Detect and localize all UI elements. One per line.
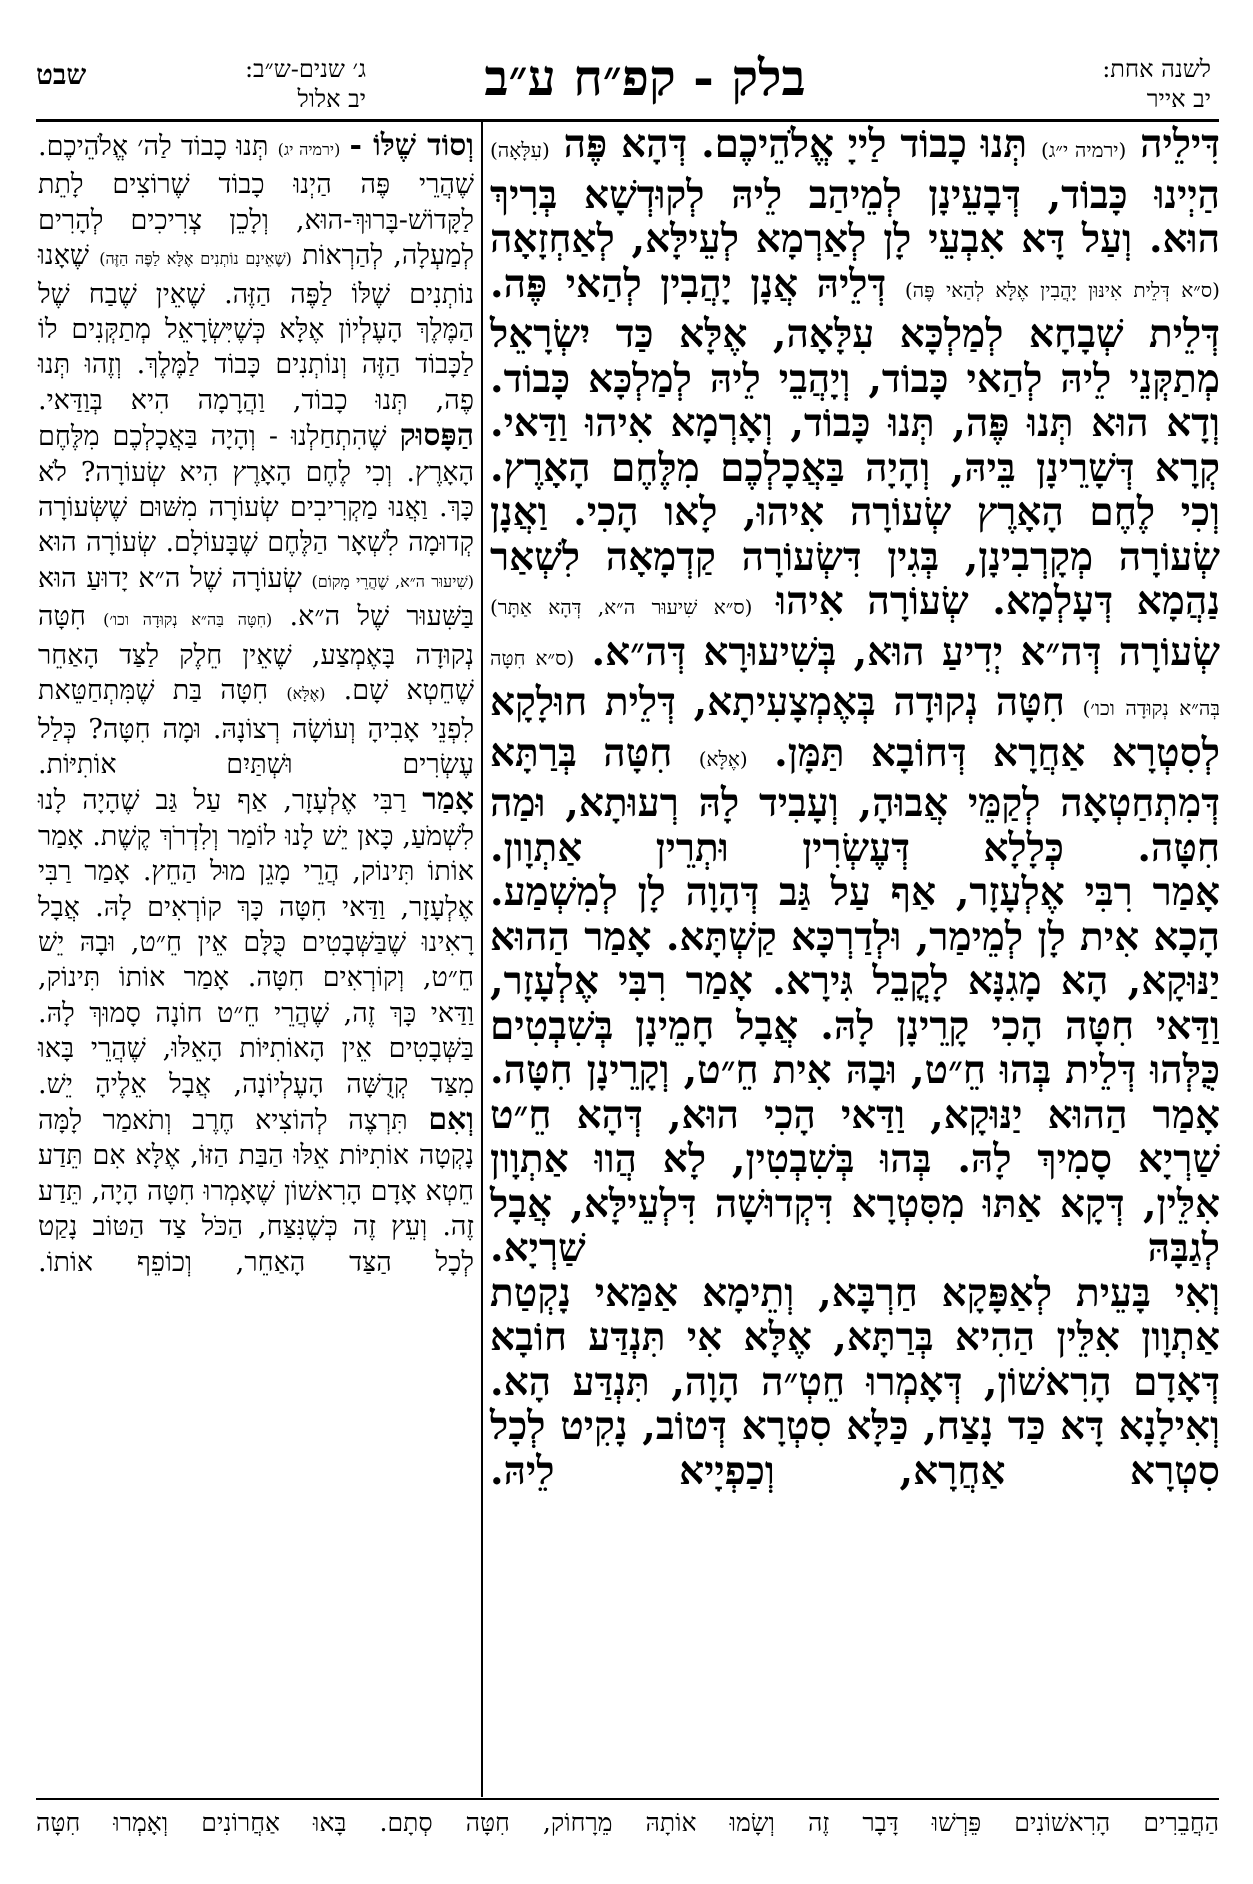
paragraph-lead-word: וְאִם: [428, 1101, 474, 1137]
variant-note: (ס״א דְּלֵית אִינּוּן יָהֲבִין אֶלָּא לְהַאי פֶּה): [904, 277, 1220, 302]
footer-text: הָרִאשׁוֹנִים פֵּרְשׁוּ דָּבָר זֶה וְשָׂמוּ אוֹתָהּ מֵרָחוֹק, חִטָּה סְתָם. בָּאוּ אַחֲרוֹנִים וְאָמְרוּ חִטָּה: [36, 1808, 1111, 1837]
footer-divider: [36, 1798, 1219, 1800]
header-daily-schedule: [991, 54, 1211, 114]
footer-lead-word: הַחֲבֵרִים: [1143, 1808, 1219, 1837]
variant-note: (שֶׁאֵינָם נוֹתְנִים אֶלָּא לַפֶּה הַזֶּה): [99, 249, 292, 269]
variant-note: (חִטָּה בַּה״א נְקוּדָה וכו׳): [103, 610, 273, 630]
paragraph-text: הַיְינוּ כָּבוֹד, דְּבָעֵינָן לְמֵיהַב לֵיהּ לְקוּדְשָׁא בְּרִיךְ הוּא. וְעַל דָּא אִבְעֵי לָן לְאַרְמָא לְעֵילָּא, לְאַחְזָאָה: [490, 171, 1220, 262]
variant-note: (אֶלָּא): [698, 746, 748, 771]
paragraph-text: דְּלֵיהּ אֲנָן יָהֲבִין לְהַאי פֶּה. דְּלֵית שְׁבָחָא לְמַלְכָּא עִלָּאָה, אֶלָּא כַּד יִשְׂרָאֵל מְתַקְּנֵי לֵיהּ לְהַאי כָּבוֹד, וְיָהֲבֵי לֵיהּ לְמַלְכָּא כָּבוֹד. וְדָא הוּא תְּנוּ פֶּה, תְּנוּ כָּבוֹד, וְאָרְמָא אִיהוּ וַדַּאי.: [490, 260, 1220, 446]
paragraph-lead-word: וְאִי: [1174, 1269, 1220, 1316]
paragraph-lead-word: אָמַר: [1152, 869, 1220, 915]
paragraph-text: בָּעֵית לְאַפָּקָא חַרְבָּא, וְתֵימָא אַמַּאי נָקְטַת אַתְוָון אִלֵּין הַהִיא בְּרַתָּא, אֶלָּא אִי תִּנְדַּע חוֹבָא דְּאָדָם הָרִאשׁוֹן, דְּאָמְרוּ חֵטְ״ה הָוָה, תִּנְדַּע הָא. וְאִילָנָא דָּא כַּד נָצַח, כַּלָּא סִטְרָא דְּטוֹב, נָקִיט לְכָל סִטְרָא אַחֲרָא, וְכַפְיָיא לֵיהּ.: [490, 1269, 1220, 1494]
paragraph-lead-word: אָמַר: [422, 782, 474, 818]
variant-note: (ס״א חִטָּה בְּה״א נְקוּדָה וכו׳): [490, 645, 1220, 720]
paragraph-text: תְּנוּ כָבוֹד לַה׳ אֱלֹהֵיכֶם. שֶׁהֲרֵי פֶּה הַיְנוּ כָבוֹד שֶׁרוֹצִים לָתֵת לַקָּדוֹשׁ-בָּרוּךְ-הוּא, וְלָכֵן צְרִיכִים לְהָרִים לְמַעְלָה, לְהַרְאוֹת: [38, 131, 474, 272]
header-three-year-label: ג׳ שנים-ש״ב:: [244, 55, 366, 83]
source-reference: (ירמיה יג): [277, 140, 341, 159]
variant-note: (שִׁיעוּר ה״א, שֶׁהֲרֵי מָקוֹם): [311, 571, 475, 591]
footer-commentary: [36, 1806, 1219, 1840]
paragraph-text: שֶׁאָנוּ נוֹתְנִים שֶׁלּוֹ לַפֶּה הַזֶּה. שֶׁאֵין שֶׁבַח שֶׁל הַמֶּלֶךְ הָעֶלְיוֹן אֶלָּא כְּשֶׁיִּשְׂרָאֵל מְתַקְּנִים לוֹ לַכָּבוֹד הַזֶּה וְנוֹתְנִים כָּבוֹד לַמֶּלֶךְ. וְזֶהוּ תְּנוּ פֶה, תְּנוּ כָבוֹד, וַהֲרָמָה הִיא בְּוַדַּאי.: [38, 240, 474, 416]
paragraph-text: דְּשָׁרֵינָן בֵּיהּ, וְהָיָה בַּאֲכָלְכֶם מִלֶּחֶם הָאָרֶץ. וְכִי לֶחֶם הָאָרֶץ שְׂעוֹרָה אִיהוּ, לָאו הָכִי. וַאֲנָן שְׂעוֹרָה מְקָרְבִינָן, בְּגִין דִּשְׂעוֹרָה קַדְמָאָה לִשְׁאַר נַהֲמָא דְּעָלְמָא. שְׂעוֹרָה אִיהוּ: [490, 444, 1220, 624]
translation-paragraph-4: [38, 1102, 474, 1280]
source-reference: (ירמיה י״ג): [1041, 138, 1127, 162]
header-one-year-date: יב אייר: [1146, 85, 1211, 113]
paragraph-lead-word: וְסוֹד שֶׁלּוֹ -: [349, 128, 474, 163]
main-paragraph-3: [490, 870, 1220, 1271]
translation-column: [38, 128, 474, 1798]
main-text-column: [490, 122, 1220, 1794]
paragraph-lead-word: דִּילֵיה: [1140, 121, 1221, 167]
paragraph-text: חִטָּה בַּת שֶׁמִּתְחַטֵּאת לִפְנֵי אָבִיהָ וְעוֹשָׂה רְצוֹנָהּ. וּמָה חִטָּה? כְּלַל עֶשְׂרִים וּשְׁתַּיִם אוֹתִיּוֹת.: [38, 675, 474, 780]
paragraph-text: שְׂעוֹרָה שֶׁל ה״א יָדוּעַ הוּא בַּשִּׁעוּר שֶׁל ה״א.: [38, 562, 474, 633]
variant-note: (אֶלָּא): [286, 684, 326, 704]
page-title: בלק - קפ״ח ע״ב: [484, 48, 806, 107]
column-divider: [481, 122, 483, 1797]
main-paragraph-4: [490, 1271, 1220, 1494]
paragraph-text: שֶׁהִתְחַלְנוּ - וְהָיָה בַּאֲכָלְכֶם מִלֶּחֶם הָאָרֶץ. וְכִי לֶחֶם הָאָרֶץ הִיא שְׂעוֹרָה? לֹא כָּךְ. וַאֲנוּ מַקְרִיבִים שְׂעוֹרָה מִשּׁוּם שֶׁשְּׂעוֹרָה קְדוּמָה לִשְׁאָר הַלֶּחֶם שֶׁבָּעוֹלָם. שְׂעוֹרָה הוּא: [38, 421, 474, 559]
translation-paragraph-1: [38, 128, 474, 418]
paragraph-text: רַבִּי אֶלְעָזָר, אַף עַל גַּב שֶׁהָיָה לָנוּ לִשְׁמֹעַ, כָּאן יֵשׁ לָנוּ לוֹמַר וְלִדְרֹךְ קֶשֶׁת. אָמַר אוֹתוֹ תִּינוֹק, הֲרֵי מָגֵן מוּל הַחֵץ. אָמַר רַבִּי אֶלְעָזָר, וַדַּאי חִטָּה כָּךְ קוֹרְאִים לָהּ. אֲבָל רָאִינוּ שֶׁבַּשְּׁבָטִים כֻּלָּם אֵין חֵ״ט, וּבָהּ יֵשׁ חֵ״ט, וְקוֹרְאִים חִטָּה. אָמַר אוֹתוֹ תִּינוֹק, וַדַּאי כָּךְ זֶה, שֶׁהֲרֵי חֵ״ט חוֹנָה סָמוּךְ לָהּ. בַּשְּׁבָטִים אֵין הָאוֹתִיּוֹת הָאֵלּוּ, שֶׁהֲרֵי בָּאוּ מִצַּד קְדֻשָּׁה הָעֶלְיוֹנָה, אֲבָל אֵלֶיהָ יֵשׁ.: [38, 785, 474, 1100]
translation-paragraph-3: [38, 782, 474, 1102]
paragraph-text: שְׂעוֹרָה דְּה״א יְדִיעַ הוּא, בְּשִׁיעוּרָא דְּה״א.: [591, 628, 1220, 675]
paragraph-lead-word: קְרָא: [1154, 444, 1220, 491]
paragraph-text: רִבִּי אֶלְעָזָר, אַף עַל גַּב דְּהָוָה לָן לְמִשְׁמַע. הָכָא אִית לָן לְמֵימַר, וּלְדַרְכָּא קַשְׁתָּא. אָמַר הַהוּא יַנּוּקָא, הָא מָגִנָּא לָקֳבֵל גִּירָא. אָמַר רִבִּי אֶלְעָזָר, וַדַּאי חִטָּה הָכִי קָרֵינָן לָהּ. אֲבָל חָמֵינָן בְּשִׁבְטִים כֻּלְּהוּ דְּלֵית בְּהוּ חֵ״ט, וּבָהּ אִית חֵ״ט, וְקָרֵינָן חִטָּה. אָמַר הַהוּא יַנּוּקָא, וַדַּאי הָכִי הוּא, דְּהָא חֵ״ט שַׁרְיָא סָמִיךְ לָהּ. בְּהוּ בְּשִׁבְטִין, לָא הֲווּ אַתְוָון אִלֵּין, דְּקָא אַתּוּ מִסִּטְרָא דִּקְדוּשָׁה דִּלְעֵילָּא, אֲבָל לְגַבָּהּ שַׁרְיָא.: [490, 869, 1220, 1271]
header-month-tag: שבט: [36, 58, 87, 91]
main-paragraph-1: [490, 122, 1220, 446]
paragraph-text: תִּרְצֶה לְהוֹצִיא חֶרֶב וְתֹאמַר לָמָּה נָקְטָה אוֹתִיּוֹת אֵלּוּ הַבַּת הַזּוֹ, אֶלָּא אִם תֵּדַע חֵטְא אָדָם הָרִאשׁוֹן שֶׁאָמְרוּ חִטָּה הָיָה, תֵּדַע זֶה. וְעֵץ זֶה כְּשֶׁנִּצַּח, הַכֹּל צַד הַטּוֹב נָקַט לְכָל הַצַּד הָאַחֵר, וְכוֹפֵף אוֹתוֹ.: [38, 1104, 474, 1278]
translation-paragraph-2: [38, 418, 474, 782]
main-paragraph-2: [490, 446, 1220, 871]
variant-note: (ס״א שִׁיעוּר ה״א, דְּהָא אַתָּר): [490, 595, 753, 619]
paragraph-text: חִטָּה בְּרַתָּא דְּמִתְחַטְאָה לְקַמֵּי אֲבוּהָ, וְעָבִיד לָהּ רְעוּתָא, וּמַה חִטָּה. כְּלָלָא דְּעֶשְׂרִין וּתְרֵין אַתְוָון.: [490, 729, 1220, 871]
paragraph-text: חִטָּה נְקוּדָה בְּאֶמְצָעִיתָא, דְּלֵית חוּלָקָא לְסִטְרָא אַחֲרָא דְּחוֹבָא תַּמָּן.: [490, 679, 1220, 776]
paragraph-lead-word: הַפָּסוּק: [399, 418, 474, 454]
header-three-year-date: יב אלול: [297, 85, 366, 113]
paragraph-text: תְּנוּ כָבוֹד לַייָ אֱלֹהֵיכֶם. דְּהָא פֶּה: [563, 121, 1028, 167]
variant-note: (עִלָּאָה): [490, 138, 550, 162]
header-one-year-label: לשנה אחת:: [1102, 55, 1211, 83]
paragraph-text: חִטָּה נְקוּדָה בָּאֶמְצַע, שֶׁאֵין חֵלֶק לַצַּד הָאַחֵר שֶׁחֵטְא שָׁם.: [38, 601, 474, 707]
